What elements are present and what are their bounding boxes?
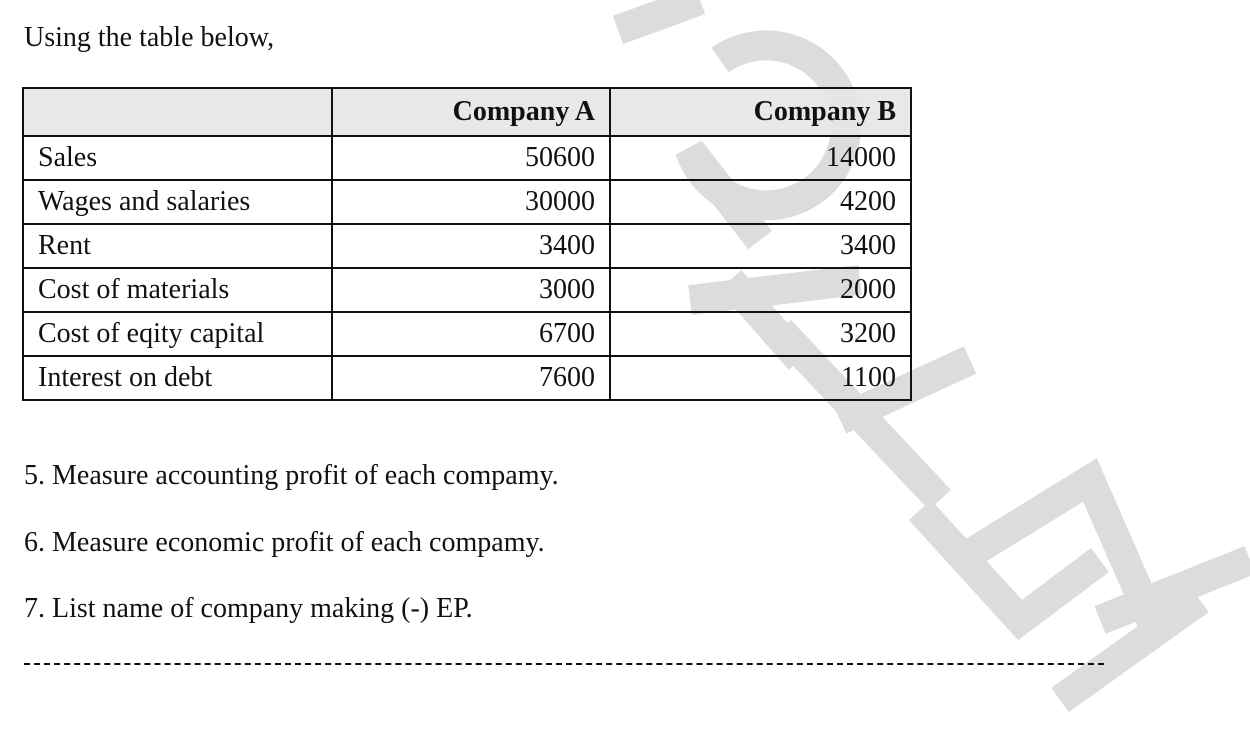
header-empty-cell xyxy=(23,88,332,136)
row-label: Sales xyxy=(23,136,332,180)
table-row xyxy=(23,268,911,312)
company-b-value: 2000 xyxy=(610,268,911,312)
company-a-value: 50600 xyxy=(332,136,610,180)
company-b-value: 4200 xyxy=(610,180,911,224)
table-row xyxy=(23,356,911,400)
table-row xyxy=(23,224,911,268)
company-b-value: 14000 xyxy=(610,136,911,180)
company-a-value: 3400 xyxy=(332,224,610,268)
intro-text: Using the table below, xyxy=(24,22,275,53)
row-label: Interest on debt xyxy=(23,356,332,400)
company-a-value: 3000 xyxy=(332,268,610,312)
company-b-value: 3200 xyxy=(610,312,911,356)
header-company-a: Company A xyxy=(332,88,610,136)
header-company-b: Company B xyxy=(610,88,911,136)
row-label: Cost of eqity capital xyxy=(23,312,332,356)
question-6: 6. Measure economic profit of each compamy. xyxy=(24,527,545,558)
question-7: 7. List name of company making (-) EP. xyxy=(24,593,473,624)
company-a-value: 6700 xyxy=(332,312,610,356)
company-b-value: 1100 xyxy=(610,356,911,400)
row-label: Cost of materials xyxy=(23,268,332,312)
question-5: 5. Measure accounting profit of each compamy. xyxy=(24,460,559,491)
row-label: Rent xyxy=(23,224,332,268)
data-table xyxy=(22,87,912,401)
row-label: Wages and salaries xyxy=(23,180,332,224)
table-row xyxy=(23,136,911,180)
table-header-row xyxy=(23,88,911,136)
table-row xyxy=(23,180,911,224)
table-row xyxy=(23,312,911,356)
company-b-value: 3400 xyxy=(610,224,911,268)
dashed-divider xyxy=(24,663,1104,665)
company-a-value: 30000 xyxy=(332,180,610,224)
company-a-value: 7600 xyxy=(332,356,610,400)
